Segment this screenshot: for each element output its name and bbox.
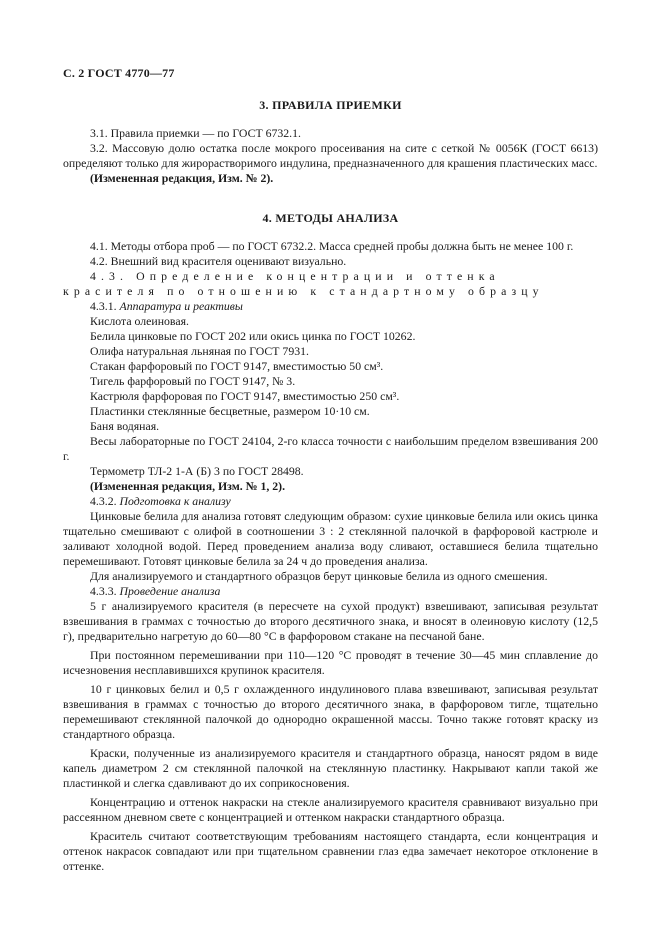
clause-4-1: 4.1. Методы отбора проб — по ГОСТ 6732.2. Масса средней пробы должна быть не менее 100 г. xyxy=(90,239,574,253)
section-4 xyxy=(63,211,598,226)
scales-item: Весы лабораторные по ГОСТ 24104, 2-го класса точности с наибольшим пределом взвешивания 200 г. xyxy=(63,434,598,463)
amendment-note-1-2: (Измененная редакция, Изм. № 1, 2). xyxy=(90,479,286,493)
clause-4-3-3 xyxy=(63,584,598,599)
analysis-paragraph: 5 г анализируемого красителя (в пересчете на сухой продукт) взвешивают, записывая результат взвешивания в граммах с точностью до второго десятичного знака, и вносят в олеиновую кислоту (12,5 г), предварительно нагретую до 60—80 °С в фарфоровом стакане на песчаной бане. xyxy=(63,599,598,643)
clause-4-3-2-title: Подготовка к анализу xyxy=(119,494,231,508)
section-3-body xyxy=(63,126,598,186)
analysis-paragraph: Краски, полученные из анализируемого красителя и стандартного образца, наносят рядом в виде капель диаметром 2 см стеклянной палочкой на стеклянную пластинку. Накрывают капли такой же пластинкой и слегка сдавливают до их соприкосновения. xyxy=(63,746,598,790)
section-4-body xyxy=(63,239,598,874)
thermometer-item: Термометр ТЛ-2 1-А (Б) 3 по ГОСТ 28498. xyxy=(90,464,304,478)
running-header: С. 2 ГОСТ 4770—77 xyxy=(63,66,175,80)
clause-4-3-2-number: 4.3.2. xyxy=(90,494,117,508)
analysis-paragraph: Концентрацию и оттенок накраски на стекле анализируемого красителя сравнивают визуально при рассеянном дневном свете с концентрацией и оттенком накраски стандартного образца. xyxy=(63,795,598,824)
section-3 xyxy=(63,98,598,113)
reagent-item: Кастрюля фарфоровая по ГОСТ 9147, вместимостью 250 см³. xyxy=(90,389,400,403)
clause-4-3-heading: 4.3. Определение концентрации и оттенка красителя по отношению к стандартному образцу xyxy=(63,269,544,298)
analysis-paragraph: 10 г цинковых белил и 0,5 г охлажденного индулинового плава взвешивают, записывая результат взвешивания в граммах с точностью до второго десятичного знака, в фарфоровом тигле, тщательно перемешивают стеклянной палочкой до однородно окрашенной массы. Точно также готовят краску из стандартного образца. xyxy=(63,682,598,741)
reagent-item: Кислота олеиновая. xyxy=(90,314,189,328)
clause-4-3-1 xyxy=(63,299,598,314)
reagent-item: Пластинки стеклянные бесцветные, размером 10·10 см. xyxy=(90,404,370,418)
clause-3-1: 3.1. Правила приемки — по ГОСТ 6732.1. xyxy=(90,126,301,140)
clause-4-3-3-number: 4.3.3. xyxy=(90,584,117,598)
clause-4-3-1-number: 4.3.1. xyxy=(90,299,117,313)
reagent-item: Белила цинковые по ГОСТ 202 или окись цинка по ГОСТ 10262. xyxy=(90,329,416,343)
analysis-paragraph: Краситель считают соответствующим требованиям настоящего стандарта, если концентрация и оттенок накрасок совпадают или при тщательном сравнении глаз едва замечает некоторое отклонение в оттенке. xyxy=(63,829,598,873)
clause-4-3-2 xyxy=(63,494,598,509)
amendment-note-2: (Измененная редакция, Изм. № 2). xyxy=(90,171,274,185)
section-4-title: 4. МЕТОДЫ АНАЛИЗА xyxy=(262,211,399,225)
reagent-item: Стакан фарфоровый по ГОСТ 9147, вместимостью 50 см³. xyxy=(90,359,384,373)
reagent-item: Тигель фарфоровый по ГОСТ 9147, № 3. xyxy=(90,374,296,388)
reagent-item: Баня водяная. xyxy=(90,419,160,433)
clause-3-2: 3.2. Массовую долю остатка после мокрого просеивания на сите с сеткой № 0056К (ГОСТ 6613) определяют только для жирорастворимого индулина, предназначенного для крашения пластических масс. xyxy=(63,141,598,170)
clause-4-3-1-title: Аппаратура и реактивы xyxy=(119,299,243,313)
section-3-title: 3. ПРАВИЛА ПРИЕМКИ xyxy=(259,98,402,112)
preparation-paragraph: Для анализируемого и стандартного образцов берут цинковые белила из одного смешения. xyxy=(90,569,548,583)
clause-4-3-3-title: Проведение анализа xyxy=(119,584,221,598)
analysis-paragraph: При постоянном перемешивании при 110—120 °С проводят в течение 30—45 мин сплавление до исчезновения несплавившихся крупинок красителя. xyxy=(63,648,598,677)
reagent-item: Олифа натуральная льняная по ГОСТ 7931. xyxy=(90,344,309,358)
clause-4-2: 4.2. Внешний вид красителя оценивают визуально. xyxy=(90,254,347,268)
preparation-paragraph: Цинковые белила для анализа готовят следующим образом: сухие цинковые белила или окись цинка тщательно смешивают с олифой в соотношении 3 : 2 стеклянной палочкой в фарфоровой кастрюле и заливают холодной водой. Перед проведением анализа воду сливают, оставшиеся белила тщательно перемешивают. Готовят цинковые белила за 24 ч до проведения анализа. xyxy=(63,509,598,568)
